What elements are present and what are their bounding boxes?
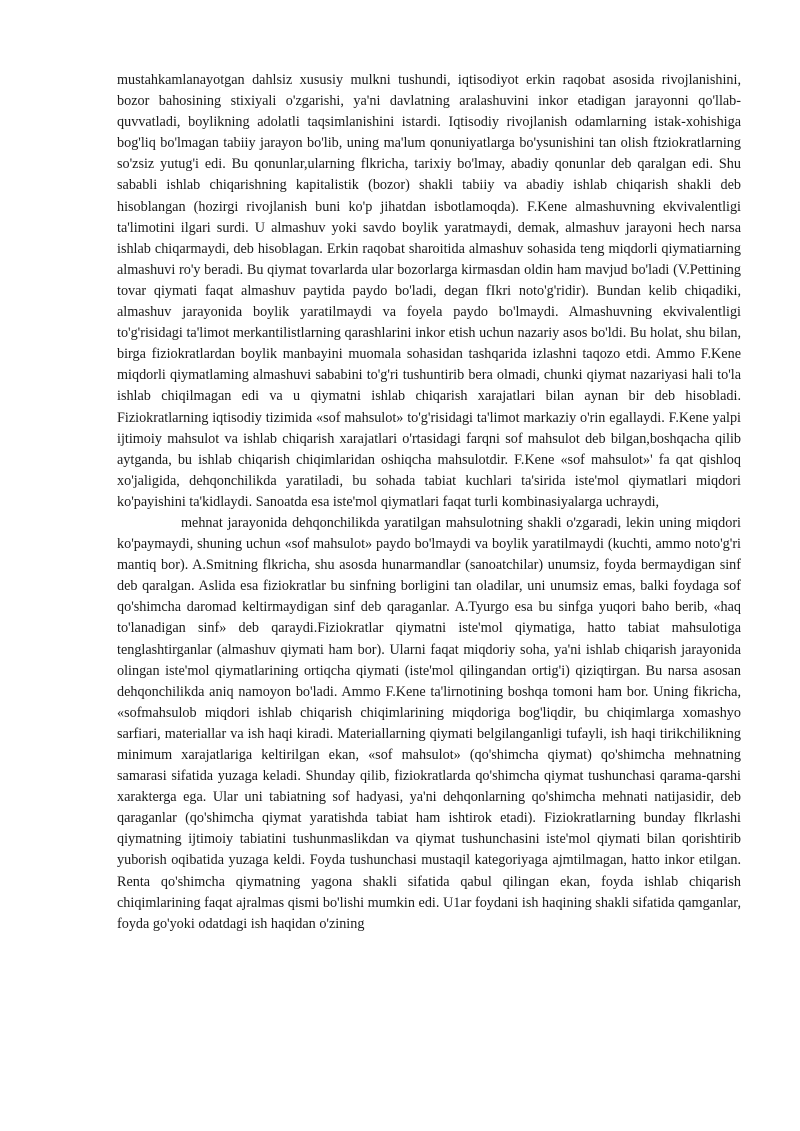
paragraph-1: mustahkamlanayotgan dahlsiz xususiy mulkni tushundi, iqtisodiyot erkin raqobat asosida rivojlanishini, bozor bahosining stixiyali o'zgarishi, ya'ni davlatning aralashuvini inkor etadigan jarayonni qo'llab-quvvatladi, boylikning adolatli taqsimlanishini istardi. Iqtisodiy rivojlanish odamlarning istak-xohishiga bog'liq bo'lmagan tabiiy jarayon bo'lib, uning ma'lum qonuniyatlarga bo'ysunishini tan olish ftziokratlarning so'zsiz yutug'i edi. Bu qonunlar,ularning flkricha, tarixiy bo'lmay, abadiy qonunlar deb qaralgan edi. Shu sababli ishlab chiqarishning kapitalistik (bozor) shakli tabiiy va abadiy ishlab chiqarish shakli deb hisoblangan (hozirgi rivojlanish buni ko'p jihatdan isbotlamoqda). F.Kene almashuvning ekvivalentligi ta'limotini ilgari surdi. U almashuv yoki savdo boylik yaratmaydi, demak, almashuv jarayoni hech narsa ishlab chiqarmaydi, deb hisoblagan. Erkin raqobat sharoitida almashuv sohasida teng miqdorli qiymatiarning almashuvi ro'y beradi. Bu qiymat tovarlarda ular bozorlarga kirmasdan oldin ham mavjud bo'ladi (V.Pettining tovar qiymati faqat almashuv paytida paydo bo'ladi, degan fIkri noto'g'ridir). Bundan kelib chiqadiki, almashuv jarayonida boylik yaratilmaydi va foyela paydo bo'lmaydi. Almashuvning ekvivalentligi to'g'risidagi ta'limot merkantilistlarning qarashlarini inkor etish uchun nazariy asos bo'ldi. Bu holat, shu bilan, birga fiziokratlardan boylik manbayini muomala sohasidan tashqarida izlashni taqozo etdi. Ammo F.Kene miqdorli qiymatlaming almashuvi sababini to'g'ri tushuntirib bera olmadi, chunki qiymat nazariyasi hali to'la ishlab chiqilmagan edi va u qiymatni ishlab chiqarish xarajatlari bilan aynan bir deb hisobladi. Fiziokratlarning iqtisodiy tizimida «sof mahsulot» to'g'risidagi ta'limot markaziy o'rin egallaydi. F.Kene yalpi ijtimoiy mahsulot va ishlab chiqarish xarajatlari o'rtasidagi farqni sof mahsulot deb bilgan,boshqacha qilib aytganda, bu ishlab chiqarish chiqimlaridan oshiqcha mahsulotdir. F.Kene «sof mahsulot»' fa qat qishloq xo'jaligida, dehqonchilikda yaratiladi, bu sohada tabiat kuchlari ta'sirida iste'mol qiymatlari miqdori ko'payishini ta'kidlaydi. Sanoatda esa iste'mol qiymatlari faqat turli kombinasiyalarga uchraydi,: [117, 72, 741, 510]
paragraph-2: mehnat jarayonida dehqonchilikda yaratilgan mahsulotning shakli o'zgaradi, lekin uning miqdori ko'paymaydi, shuning uchun «sof mahsulot» paydo bo'lmaydi va boylik yaratilmaydi (kuchti, ammo noto'g'ri mantiq bor). A.Smitning flkricha, shu asosda hunarmandlar (sanoatchilar) unumsiz, foyda bermaydigan sinf deb qaralgan. Aslida esa fiziokratlar bu sinfning borligini tan oladilar, uni unumsiz emas, balki foydaga sof qo'shimcha daromad keltirmaydigan sinf deb qaraganlar. A.Tyurgo esa bu sinfga yuqori baho berib, «haq to'lanadigan sinf» deb qaraydi.Fiziokratlar qiymatni iste'mol qiymatiga, hatto tabiat mahsulotiga tenglashtirganlar (almashuv qiymati ham bor). Ularni faqat miqdoriy soha, ya'ni ishlab chiqarish jarayonida olingan iste'mol qiymatlarining ortiqcha qiymati (iste'mol qilingandan ortig'i) qiziqtirgan. Bu narsa asosan dehqonchilikda aniq namoyon bo'ladi. Ammo F.Kene ta'lirnotining boshqa tomoni ham bor. Uning fikricha, «sofmahsulob miqdori ishlab chiqarish chiqimlarining miqdoriga bog'liqdir, bu chiqimlarga xomashyo sarfiari, materiallar va ish haqi kiradi. Materiallarning qiymati belgilanganligi tufayli, ish haqi tirikchilikning minimum xarajatlariga keltirilgan ekan, «sof mahsulot» (qo'shimcha qiymat) qo'shimcha mehnatning samarasi sifatida yuzaga keladi. Shunday qilib, fiziokratlarda qo'shimcha qiymat tushunchasi qarama-qarshi xarakterga ega. Ular uni tabiatning sof hadyasi, ya'ni dehqonlarning qo'shimcha mehnati natijasidir, deb qaraganlar (qo'shimcha qiymat yaratishda tabiat ham ishtirok etadi). Fiziokratlarning bunday flkrlashi qiymatning ijtimoiy tabiatini tushunmaslikdan va qiymat tushunchasini iste'mol qiymati bilan qorishtirib yuborish oqibatida yuzaga keldi. Foyda tushunchasi mustaqil kategoriyaga ajmtilmagan, hatto inkor etilgan. Renta qo'shimcha qiymatning yagona shakli sifatida qabul qilingan ekan, foyda ishlab chiqarish chiqimlarining faqat ajralmas qismi bo'lishi mumkin edi. U1ar foydani ish haqining shakli sifatida qamganlar, foyda go'yoki odatdagi ish haqidan o'zining: [117, 514, 741, 932]
document-page: [117, 70, 741, 935]
